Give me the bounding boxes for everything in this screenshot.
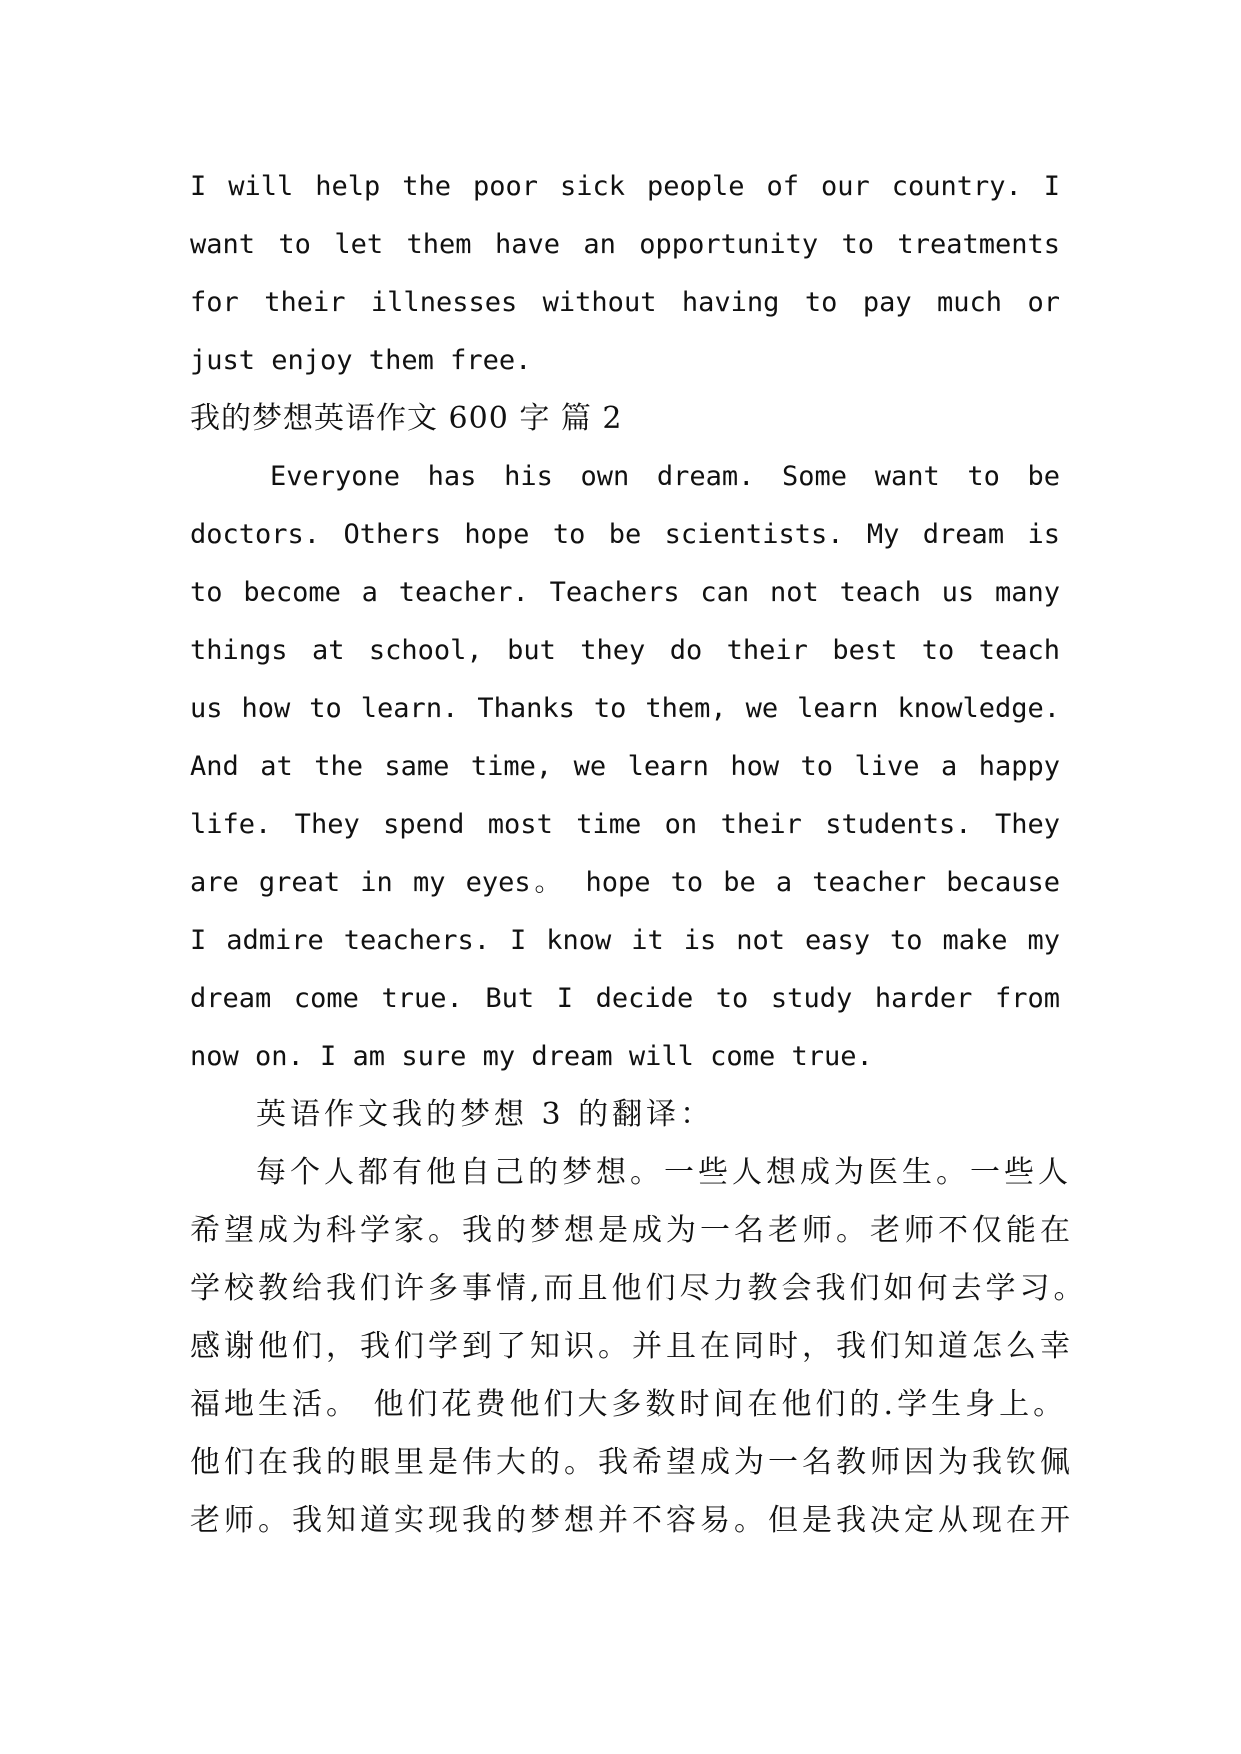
- text-line: 老师。我知道实现我的梦想并不容易。但是我决定从现在开: [190, 1503, 1074, 1538]
- text-line: And at the same time, we learn how to live a happy: [190, 751, 1060, 782]
- paragraph-3: [190, 1144, 1088, 1550]
- text-line: I admire teachers. I know it is not easy to make my: [190, 925, 1060, 956]
- paragraph-2: [190, 448, 1060, 1086]
- document-body: [190, 158, 1088, 1550]
- section-heading: 我的梦想英语作文 600 字 篇 2: [190, 401, 623, 436]
- text-line: just enjoy them free.: [190, 345, 532, 376]
- text-line: dream come true. But I decide to study harder from: [190, 983, 1060, 1014]
- translation-label: 英语作文我的梦想 3 的翻译：: [256, 1097, 715, 1132]
- text-line: 希望成为科学家。我的梦想是成为一名老师。老师不仅能在: [190, 1213, 1074, 1248]
- text-line: 福地生活。 他们花费他们大多数时间在他们的.学生身上。: [190, 1387, 1068, 1422]
- text-line: I will help the poor sick people of our country. I: [190, 171, 1060, 202]
- text-line: to become a teacher. Teachers can not teach us many: [190, 577, 1060, 608]
- text-line: now on. I am sure my dream will come true.: [190, 1041, 873, 1072]
- text-line: want to let them have an opportunity to treatments: [190, 229, 1060, 260]
- text-line: 感谢他们，我们学到了知识。并且在同时，我们知道怎么幸: [190, 1329, 1074, 1364]
- text-line: 学校教给我们许多事情,而且他们尽力教会我们如何去学习。: [190, 1271, 1088, 1306]
- text-line: life. They spend most time on their students. They: [190, 809, 1060, 840]
- text-line: Everyone has his own dream. Some want to be: [270, 461, 1060, 492]
- text-line: for their illnesses without having to pay much or: [190, 287, 1060, 318]
- text-line: 他们在我的眼里是伟大的。我希望成为一名教师因为我钦佩: [190, 1445, 1074, 1480]
- text-line: doctors. Others hope to be scientists. My dream is: [190, 519, 1060, 550]
- text-line: us how to learn. Thanks to them, we learn knowledge.: [190, 693, 1060, 724]
- paragraph-1: [190, 158, 1060, 390]
- text-line: things at school, but they do their best to teach: [190, 635, 1060, 666]
- text-line: are great in my eyes。 hope to be a teacher because: [190, 867, 1060, 898]
- text-line: 每个人都有他自己的梦想。一些人想成为医生。一些人: [256, 1155, 1072, 1190]
